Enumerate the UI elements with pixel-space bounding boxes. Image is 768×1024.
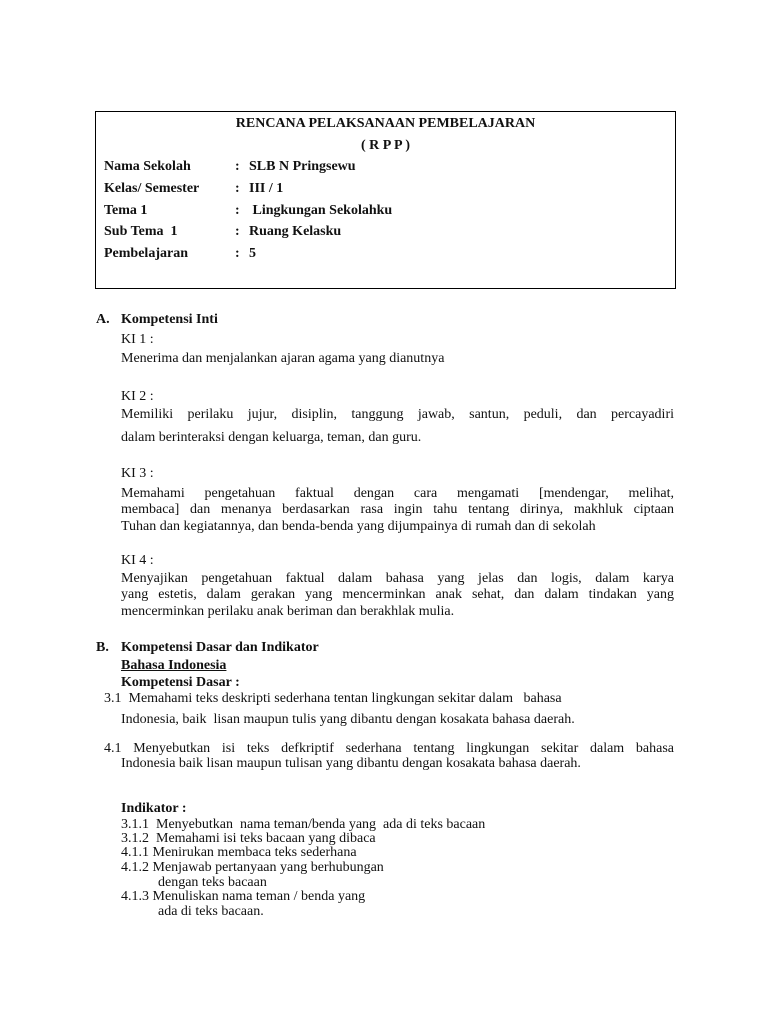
indikator-item: 3.1.1 Menyebutkan nama teman/benda yang ada di teks bacaan	[121, 817, 486, 832]
header-separator: :	[235, 181, 240, 196]
header-label-sub-tema: Sub Tema 1	[104, 224, 178, 239]
indikator-item-continuation: dengan teks bacaan	[158, 875, 267, 890]
kd-3-1-line-1: 3.1 Memahami teks deskripti sederhana tentan lingkungan sekitar dalam bahasa	[104, 691, 562, 706]
section-b-heading: Kompetensi Dasar dan Indikator	[121, 640, 319, 655]
section-b-marker: B.	[96, 640, 109, 655]
ki3-line-1: Memahami pengetahuan faktual dengan cara mengamati [mendengar, melihat,	[121, 486, 674, 501]
subject-heading: Bahasa Indonesia	[121, 658, 227, 673]
ki4-label: KI 4 :	[121, 553, 154, 568]
kompetensi-dasar-label: Kompetensi Dasar :	[121, 675, 240, 690]
ki3-line-2: membaca] dan menanya berdasarkan rasa ingin tahu tentang dirinya, makhluk ciptaan	[121, 502, 674, 517]
header-label-tema: Tema 1	[104, 203, 148, 218]
ki4-line-2: yang estetis, dalam gerakan yang mencerminkan anak sehat, dan dalam tindakan yang	[121, 587, 674, 602]
document-title: RENCANA PELAKSANAAN PEMBELAJARAN	[235, 116, 536, 131]
ki2-line-1: Memiliki perilaku jujur, disiplin, tanggung jawab, santun, peduli, dan percayadiri	[121, 407, 674, 422]
indikator-item: 4.1.3 Menuliskan nama teman / benda yang	[121, 889, 366, 904]
ki1-label: KI 1 :	[121, 332, 154, 347]
header-value-tema: Lingkungan Sekolahku	[249, 203, 393, 218]
header-value-sub-tema: Ruang Kelasku	[249, 224, 342, 239]
header-label-pembelajaran: Pembelajaran	[104, 246, 188, 261]
header-separator: :	[235, 224, 240, 239]
header-separator: :	[235, 159, 240, 174]
section-a-marker: A.	[96, 312, 110, 327]
section-a-heading: Kompetensi Inti	[121, 312, 218, 327]
kd-4-1-line-1: 4.1 Menyebutkan isi teks defkriptif sederhana tentang lingkungan sekitar dalam bahasa	[104, 741, 674, 756]
header-separator: :	[235, 246, 240, 261]
ki4-line-3: mencerminkan perilaku anak beriman dan berakhlak mulia.	[121, 604, 455, 619]
document-subtitle: ( R P P )	[361, 138, 410, 153]
indikator-item: 3.1.2 Memahami isi teks bacaan yang dibaca	[121, 831, 376, 846]
indikator-item-continuation: ada di teks bacaan.	[158, 904, 264, 919]
indikator-item: 4.1.2 Menjawab pertanyaan yang berhubungan	[121, 860, 384, 875]
header-separator: :	[235, 203, 240, 218]
ki1-text: Menerima dan menjalankan ajaran agama yang dianutnya	[121, 351, 445, 366]
ki3-line-3: Tuhan dan kegiatannya, dan benda-benda yang dijumpainya di rumah dan di sekolah	[121, 519, 596, 534]
indikator-label: Indikator :	[121, 801, 187, 816]
header-label-kelas-semester: Kelas/ Semester	[104, 181, 200, 196]
kd-3-1-line-2: Indonesia, baik lisan maupun tulis yang dibantu dengan kosakata bahasa daerah.	[121, 712, 575, 727]
header-label-nama-sekolah: Nama Sekolah	[104, 159, 191, 174]
header-value-pembelajaran: 5	[249, 246, 256, 261]
ki4-line-1: Menyajikan pengetahuan faktual dalam bahasa yang jelas dan logis, dalam karya	[121, 571, 674, 586]
header-value-kelas-semester: III / 1	[249, 181, 284, 196]
indikator-item: 4.1.1 Menirukan membaca teks sederhana	[121, 845, 357, 860]
kd-4-1-line-2: Indonesia baik lisan maupun tulisan yang dibantu dengan kosakata bahasa daerah.	[121, 756, 581, 771]
ki3-label: KI 3 :	[121, 466, 154, 481]
ki2-line-2: dalam berinteraksi dengan keluarga, teman, dan guru.	[121, 430, 422, 445]
ki2-label: KI 2 :	[121, 389, 154, 404]
header-value-nama-sekolah: SLB N Pringsewu	[249, 159, 356, 174]
